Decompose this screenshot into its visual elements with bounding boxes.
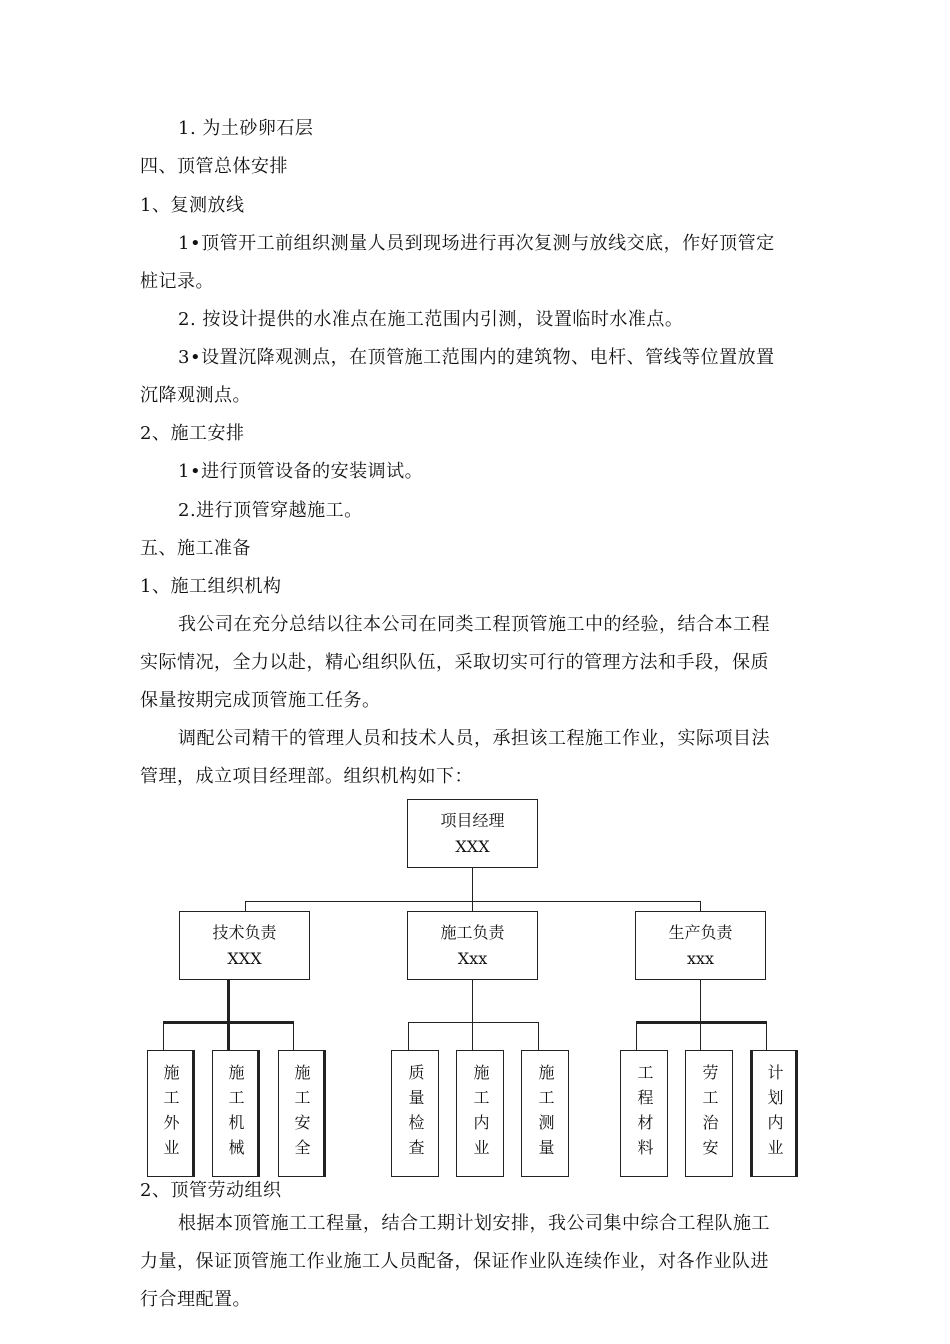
paragraph-line: 1. 为土砂卵石层 — [178, 118, 314, 139]
org-leaf-label: 施工外业 — [161, 1063, 180, 1164]
org-branch-title: 施工负责 — [440, 922, 505, 942]
connector-line — [163, 1021, 164, 1050]
org-leaf-box — [750, 1050, 798, 1177]
paragraph-line: 2. 按设计提供的水准点在施工范围内引测，设置临时水准点。 — [178, 309, 684, 330]
connector-line — [472, 980, 473, 1050]
subsection-heading: 2、施工安排 — [140, 423, 245, 444]
org-root-box — [407, 799, 538, 868]
connector-line — [227, 980, 230, 1050]
org-leaf-label: 施工内业 — [471, 1063, 490, 1164]
org-branch-title: 生产负责 — [668, 922, 733, 942]
subsection-heading: 2、顶管劳动组织 — [140, 1180, 282, 1201]
org-branch-box-construction — [407, 911, 538, 980]
connector-line — [408, 1022, 539, 1023]
connector-line — [472, 868, 473, 902]
org-root-title: 项目经理 — [440, 810, 505, 830]
org-leaf-label: 工程材料 — [635, 1063, 654, 1164]
connector-line — [163, 1021, 294, 1024]
paragraph-line: 实际情况，全力以赴，精心组织队伍，采取切实可行的管理方法和手段，保质 — [140, 652, 769, 673]
paragraph-line: 保量按期完成顶管施工任务。 — [140, 690, 381, 711]
org-leaf-label: 计划内业 — [765, 1063, 784, 1164]
paragraph-line: 我公司在充分总结以往本公司在同类工程顶管施工中的经验，结合本工程 — [178, 614, 770, 635]
paragraph-line: 力量，保证顶管施工作业施工人员配备，保证作业队连续作业，对各作业队进 — [140, 1251, 769, 1272]
org-leaf-label: 劳工治安 — [700, 1063, 719, 1164]
org-leaf-box — [521, 1050, 569, 1177]
paragraph-line: 桩记录。 — [140, 271, 214, 292]
org-branch-name: xxx — [686, 948, 715, 968]
connector-line — [700, 980, 701, 1050]
section-heading: 四、顶管总体安排 — [140, 156, 288, 177]
org-leaf-box — [278, 1050, 326, 1177]
org-leaf-box — [685, 1050, 733, 1177]
connector-line — [766, 1021, 767, 1050]
section-heading: 五、施工准备 — [140, 538, 251, 559]
connector-line — [293, 1021, 294, 1050]
paragraph-line: 3•设置沉降观测点，在顶管施工范围内的建筑物、电杆、管线等位置放置 — [178, 347, 775, 368]
connector-line — [245, 901, 701, 902]
org-leaf-label: 施工机械 — [226, 1063, 245, 1164]
paragraph-line: 沉降观测点。 — [140, 385, 251, 406]
org-branch-box-tech — [179, 911, 310, 980]
paragraph-line: 行合理配置。 — [140, 1289, 251, 1310]
org-branch-name: XXX — [227, 948, 262, 968]
org-leaf-label: 质量检查 — [406, 1063, 425, 1164]
connector-line — [636, 1021, 767, 1024]
paragraph-line: 2.进行顶管穿越施工。 — [178, 500, 363, 521]
org-leaf-box — [391, 1050, 439, 1177]
org-leaf-label: 施工测量 — [536, 1063, 555, 1164]
org-leaf-box — [147, 1050, 195, 1177]
connector-line — [538, 1022, 539, 1050]
org-leaf-box — [212, 1050, 260, 1177]
paragraph-line: 1•顶管开工前组织测量人员到现场进行再次复测与放线交底，作好顶管定 — [178, 233, 775, 254]
org-branch-name: Xxx — [457, 948, 488, 968]
subsection-heading: 1、施工组织机构 — [140, 576, 282, 597]
paragraph-line: 管理，成立项目经理部。组织机构如下： — [140, 766, 473, 787]
paragraph-line: 调配公司精干的管理人员和技术人员，承担该工程施工作业，实际项目法 — [178, 728, 770, 749]
org-leaf-box — [456, 1050, 504, 1177]
org-leaf-box — [620, 1050, 668, 1177]
connector-line — [408, 1022, 409, 1050]
paragraph-line: 1•进行顶管设备的安装调试。 — [178, 461, 424, 482]
org-root-name: XXX — [455, 836, 490, 856]
connector-line — [636, 1021, 637, 1050]
org-branch-box-production — [635, 911, 766, 980]
org-leaf-label: 施工安全 — [292, 1063, 311, 1164]
paragraph-line: 根据本顶管施工工程量，结合工期计划安排，我公司集中综合工程队施工 — [178, 1213, 770, 1234]
subsection-heading: 1、复测放线 — [140, 195, 245, 216]
org-branch-title: 技术负责 — [212, 922, 277, 942]
